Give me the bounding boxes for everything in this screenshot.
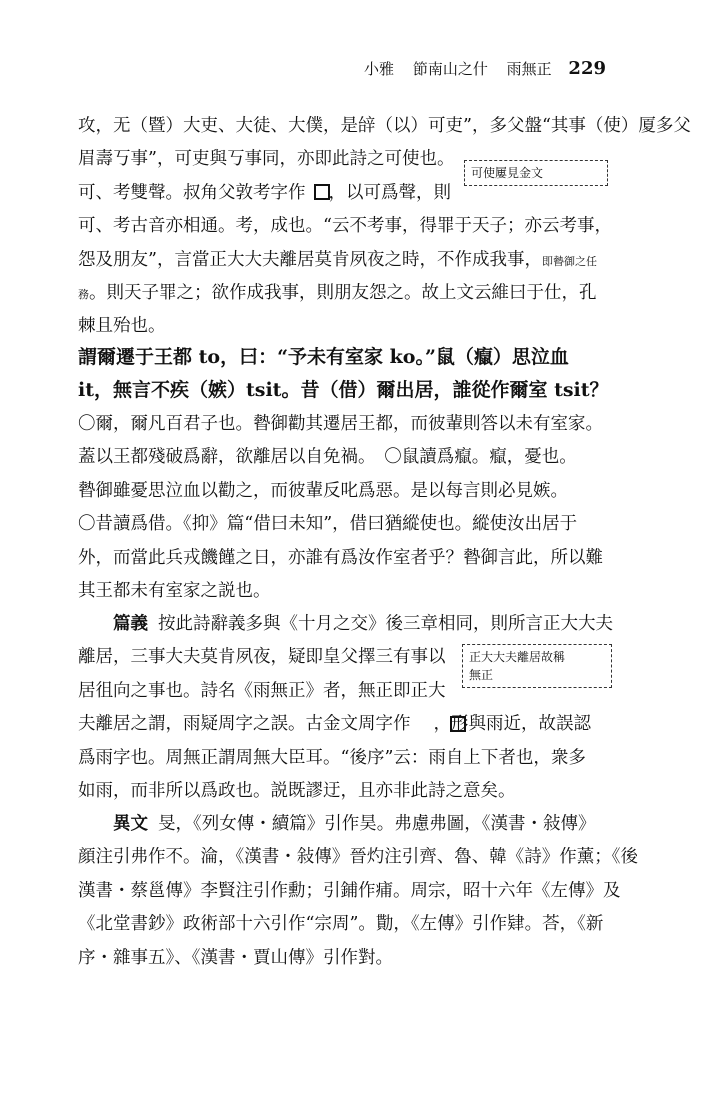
header-section: 小雅 xyxy=(364,60,395,78)
margin-note xyxy=(464,160,608,186)
margin-note-text: 正大大夫離居故稱 xyxy=(469,650,566,664)
running-header xyxy=(350,58,606,79)
text-line xyxy=(78,608,613,641)
text-line: 可、考古音亦相通。考，成也。“云不考事，得罪于天子；亦云考事， xyxy=(78,216,612,237)
page-number: 229 xyxy=(568,58,606,79)
text-line: 可、考雙聲。叔角父敦考字作 ，以可爲聲，則 xyxy=(78,182,452,203)
text-line: 夫離居之謂，雨疑周字之誤。古金文周字作 ，形與雨近，故誤認 xyxy=(78,714,592,735)
section-label: 篇義 xyxy=(113,614,148,634)
text-line: 爲雨字也。周無正謂周無大臣耳。“後序”云：雨自上下者也，衆多 xyxy=(78,747,586,768)
text-line: 蓋以王都殘破爲辭，欲離居以自免禍。 〇鼠讀爲癙。癙，憂也。 xyxy=(78,447,577,468)
verse-line: 謂爾遷于王都 to，曰：“予未有室家 ko。”鼠（癙）思泣血 xyxy=(78,346,569,368)
text-segment: 怨及朋友”，言當正大大夫離居莫肯夙夜之時，不作成我事， xyxy=(78,249,542,270)
text-line: 外，而當此兵戎饑饉之日，亦誰有爲汝作室者乎？暬御言此，所以難 xyxy=(78,547,603,568)
text-line xyxy=(78,277,608,310)
text-segment: 旻，《列女傳・續篇》引作昊。弗慮弗圖，《漢書・敍傳》 xyxy=(158,814,596,834)
text-line: 〇昔讀爲借。《抑》篇“借曰未知”，借曰猶縱使也。縱使汝出居于 xyxy=(78,514,578,535)
text-line: 攻，无（暨）大吏、大徒、大僕，是辝（以）可吏”，多父盤“其事（使）厦多父 xyxy=(78,116,691,136)
text-line: 顔注引弗作不。淪，《漢書・敍傳》晉灼注引齊、魯、韓《詩》作薰；《後 xyxy=(78,847,638,868)
text-line: 〇爾，爾凡百君子也。暬御勸其遷居王都，而彼輩則答以未有室家。 xyxy=(78,414,603,434)
text-line: 居徂向之事也。詩名《雨無正》者，無正即正大 xyxy=(78,680,446,701)
commentary-paragraph-1 xyxy=(78,110,691,344)
text-line xyxy=(78,244,608,277)
section-label: 異文 xyxy=(113,814,148,834)
section-pianyi xyxy=(78,608,613,808)
text-line: 離居，三事大夫莫肯夙夜，疑即皇父擇三有事以 xyxy=(78,647,446,668)
text-line: 暬御雖憂思泣血以勸之，而彼輩反叱爲惡。是以每言則必見嫉。 xyxy=(78,480,568,501)
text-line: 棘且殆也。 xyxy=(78,316,166,337)
text-segment: 按此詩辭義多與《十月之交》後三章相同，則所言正大大夫 xyxy=(158,614,613,634)
commentary-paragraph-2 xyxy=(78,408,608,608)
small-note: 務 xyxy=(78,287,89,301)
text-line: 漢書・蔡邕傳》李賢注引作勳；引鋪作痡。周宗，昭十六年《左傳》及 xyxy=(78,880,621,901)
text-segment: 。則天子罪之；欲作成我事，則朋友怨之。故上文云維曰于仕，孔 xyxy=(89,282,597,303)
text-line: 序・雜事五》、《漢書・賈山傳》引作對。 xyxy=(78,947,393,968)
bronze-character-glyph xyxy=(314,184,330,200)
margin-note-text: 可使屢見金文 xyxy=(471,166,544,180)
header-chapter: 節南山之什 xyxy=(412,60,488,78)
header-poem: 雨無正 xyxy=(506,60,552,78)
section-yiwen xyxy=(78,808,638,975)
text-line: 眉壽丂事”，可吏與丂事同，亦即此詩之可使也。 xyxy=(78,149,455,170)
text-line: 《北堂書鈔》政術部十六引作“宗周”。勩，《左傳》引作肄。荅，《新 xyxy=(78,914,604,935)
text-line: 其王都未有室家之説也。 xyxy=(78,580,271,601)
small-note: 即暬御之任 xyxy=(541,254,597,268)
bronze-zhou-character-glyph xyxy=(450,716,466,732)
verse-line: it，無言不疾（嫉）tsit。昔（借）爾出居，誰從作爾室 tsit？ xyxy=(78,379,609,402)
poem-verse xyxy=(78,341,608,408)
margin-note xyxy=(462,644,612,688)
text-line xyxy=(78,808,608,841)
margin-note-text: 無正 xyxy=(469,668,494,682)
text-line: 如雨，而非所以爲政也。説既謬迂，且亦非此詩之意矣。 xyxy=(78,780,516,801)
